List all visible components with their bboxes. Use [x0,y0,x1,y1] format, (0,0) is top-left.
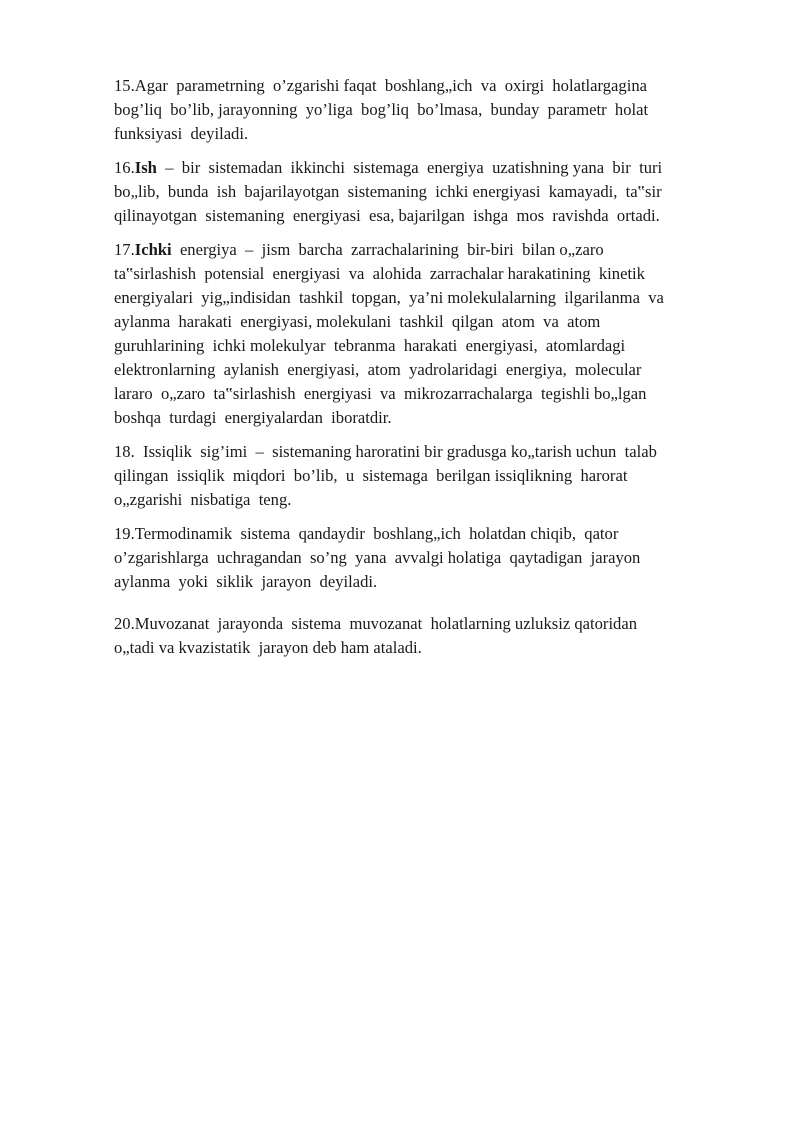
text-line [114,74,748,98]
term-bold: Ish [134,158,157,177]
paragraph-3 [114,238,748,430]
text-segment: elektronlarning aylanish energiyasi, atom yadrolaridagi energiya, molecular [114,360,642,379]
text-line [114,570,748,594]
document-body [114,74,748,660]
text-line [114,238,748,262]
text-segment: 15.Agar parametrning o’zgarishi faqat boshlang„ich va oxirgi holatlargagina [114,76,647,95]
text-line [114,262,748,286]
text-segment: lararo o„zaro ta‟sirlashish energiyasi va mikrozarrachalarga tegishli bo„lgan [114,384,647,403]
text-segment: bo„lib, bunda ish bajarilayotgan sistemaning ichki energiyasi kamayadi, ta‟sir [114,182,662,201]
text-line [114,382,748,406]
text-segment: funksiyasi deyiladi. [114,124,249,143]
text-segment: boshqa turdagi energiyalardan iboratdir. [114,408,392,427]
text-line [114,98,748,122]
text-line [114,122,748,146]
text-line [114,546,748,570]
paragraph-2 [114,156,748,228]
text-line [114,612,748,636]
text-line [114,358,748,382]
text-segment: 20.Muvozanat jarayonda sistema muvozanat holatlarning uzluksiz qatoridan [114,614,638,633]
text-segment: ta‟sirlashish potensial energiyasi va alohida zarrachalar harakatining kinetik [114,264,645,283]
text-line [114,310,748,334]
text-segment: guruhlarining ichki molekulyar tebranma harakati energiyasi, atomlardagi [114,336,626,355]
text-segment: 19.Termodinamik sistema qandaydir boshlang„ich holatdan chiqib, qator [114,524,619,543]
text-segment: o’zgarishlarga uchragandan so’ng yana avvalgi holatiga qaytadigan jarayon [114,548,641,567]
paragraph-6 [114,612,748,660]
paragraph-4 [114,440,748,512]
text-segment: 18. Issiqlik sig’imi – sistemaning haroratini bir gradusga ko„tarish uchun talab [114,442,657,461]
text-segment: energiyalari yig„indisidan tashkil topgan, ya’ni molekulalarning ilgarilanma va [114,288,664,307]
text-line [114,440,748,464]
text-segment: 16. [114,158,135,177]
text-segment: bog’liq bo’lib, jarayonning yo’liga bog’liq bo’lmasa, bunday parametr holat [114,100,649,119]
paragraph-1 [114,74,748,146]
text-line [114,488,748,512]
term-bold: Ichki [134,240,172,259]
text-line [114,180,748,204]
text-line [114,204,748,228]
text-line [114,406,748,430]
text-segment: o„zgarishi nisbatiga teng. [114,490,292,509]
text-segment: aylanma harakati energiyasi, molekulani tashkil qilgan atom va atom [114,312,601,331]
paragraph-5 [114,522,748,594]
text-segment: 17. [114,240,135,259]
text-line [114,636,748,660]
text-line [114,334,748,358]
text-line [114,286,748,310]
text-line [114,156,748,180]
text-segment: – bir sistemadan ikkinchi sistemaga energiya uzatishning yana bir turi [156,158,663,177]
text-segment: qilinayotgan sistemaning energiyasi esa, bajarilgan ishga mos ravishda ortadi. [114,206,660,225]
text-line [114,522,748,546]
text-segment: qilingan issiqlik miqdori bo’lib, u sistemaga berilgan issiqlikning harorat [114,466,628,485]
text-segment: o„tadi va kvazistatik jarayon deb ham ataladi. [114,638,422,657]
text-segment: aylanma yoki siklik jarayon deyiladi. [114,572,378,591]
text-segment: energiya – jism barcha zarrachalarining bir-biri bilan o„zaro [171,240,604,259]
text-line [114,464,748,488]
